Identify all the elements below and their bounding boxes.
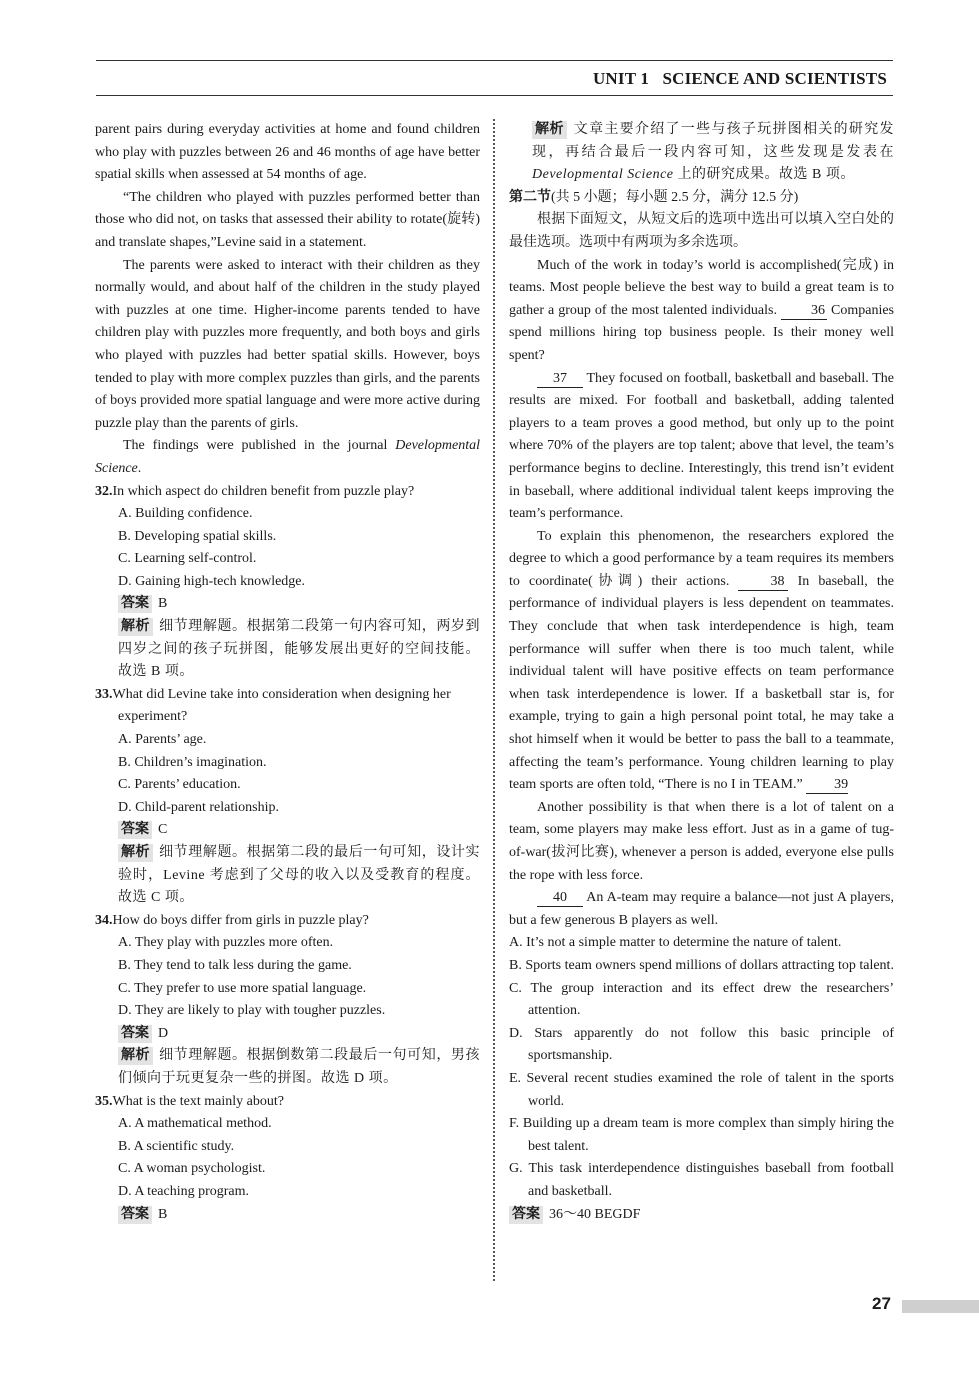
analysis-block <box>95 842 480 910</box>
option-f: F. Building up a dream team is more complex than simply hiring the best talent. <box>509 1116 894 1154</box>
answer-line <box>95 819 480 842</box>
question-32 <box>95 481 480 684</box>
blank-36: 36 <box>781 303 827 320</box>
page-number-bar <box>902 1300 979 1313</box>
answer-value: B <box>158 1206 168 1222</box>
cloze-paragraph-4: Another possibility is that when there is a lot of talent on a team, some players may make less effort. Just as in a game of tug-of-war(拔河比赛), whenever a person is added, everyone else pulls the rope with less force. <box>509 799 894 883</box>
option: C. Learning self-control. <box>118 551 257 567</box>
answer-line <box>95 593 480 616</box>
paragraph-text: Companies spend millions hiring top business people. Is their money well spent? <box>509 302 894 363</box>
option: D. Child-parent relationship. <box>118 799 279 815</box>
option: A. Parents’ age. <box>118 732 207 748</box>
option-e: E. Several recent studies examined the role of talent in the sports world. <box>509 1070 894 1109</box>
passage-paragraph-4 <box>95 435 480 480</box>
option: A. They play with puzzles more often. <box>118 935 334 951</box>
section-title: 第二节 <box>509 189 551 205</box>
header-rule-bottom <box>96 95 893 96</box>
header-rule-top <box>96 60 893 61</box>
paragraph-text: . <box>137 460 142 476</box>
cloze-paragraph-3 <box>509 526 894 797</box>
answer-line <box>509 1204 894 1227</box>
option: B. Developing spatial skills. <box>118 528 277 544</box>
option-g: G. This task interdependence distinguishes baseball from football and basketball. <box>509 1161 894 1199</box>
question-stem <box>95 684 480 729</box>
option: D. A teaching program. <box>118 1183 250 1199</box>
analysis-label: 解析 <box>118 844 153 862</box>
question-33 <box>95 684 480 910</box>
option: B. Children’s imagination. <box>118 754 267 770</box>
option: B. A scientific study. <box>118 1138 235 1154</box>
column-divider <box>493 119 495 1281</box>
answer-value: C <box>158 822 168 838</box>
passage-paragraph-1: parent pairs during everyday activities at home and found children who play with puzzles between 26 and 46 months of age have better spatial skills when assessed at 54 months of age. <box>95 122 480 183</box>
option-a: A. It’s not a simple matter to determine the nature of talent. <box>509 935 842 951</box>
option: A. A mathematical method. <box>118 1116 272 1132</box>
option: C. Parents’ education. <box>118 777 241 793</box>
question-text: What is the text mainly about? <box>112 1093 284 1109</box>
blank-40: 40 <box>537 890 583 907</box>
answer-value: D <box>158 1025 169 1041</box>
passage-paragraph-2: “The children who played with puzzles performed better than those who did not, on tasks that assessed their ability to rotate(旋转) and translate shapes,”Levine said in a statement. <box>95 189 480 250</box>
option-b: B. Sports team owners spend millions of dollars attracting top talent. <box>509 957 894 973</box>
blank-39: 39 <box>806 777 848 794</box>
analysis-label: 解析 <box>118 618 153 636</box>
answer-label: 答案 <box>118 821 152 839</box>
section-heading <box>509 187 894 210</box>
answer-label: 答案 <box>118 1025 152 1043</box>
passage-paragraph-3: The parents were asked to interact with their children as they normally would, and about half of the children in the study played with puzzles at one time. Higher-income parents tended to have children play with puzzles more frequently, and both boys and girls who played with puzzles had better spatial skills. However, boys tended to play with more complex puzzles than girls, and the parents of boys provided more spatial language and were more active during puzzle play than the parents of girls. <box>95 257 480 431</box>
analysis-text: 细节理解题。根据第二段的最后一句可知，设计实验时，Levine 考虑到了父母的收入以及受教育的程度。故选 C 项。 <box>118 845 480 906</box>
analysis-text: 细节理解题。根据第二段第一句内容可知，两岁到四岁之间的孩子玩拼图，能够发展出更好的空间技能。故选 B 项。 <box>118 619 480 680</box>
blank-37: 37 <box>537 371 583 388</box>
option: C. They prefer to use more spatial language. <box>118 980 367 996</box>
option-c: C. The group interaction and its effect drew the researchers’ attention. <box>509 980 894 1019</box>
question-35 <box>95 1091 480 1227</box>
blank-38: 38 <box>738 574 788 591</box>
analysis-label: 解析 <box>532 121 567 139</box>
answer-line <box>95 1023 480 1046</box>
option: B. They tend to talk less during the game. <box>118 957 352 973</box>
analysis-block <box>95 616 480 684</box>
paragraph-text: The findings were published in the journal <box>123 438 396 454</box>
question-text: How do boys differ from girls in puzzle play? <box>112 912 369 928</box>
section-note: (共 5 小题；每小题 2.5 分，满分 12.5 分) <box>551 189 799 205</box>
answer-label: 答案 <box>118 595 152 613</box>
unit-title: UNIT 1 SCIENCE AND SCIENTISTS <box>592 69 887 88</box>
paragraph-text: An A-team may require a balance—not just A players, but a few generous B players as well. <box>509 890 894 928</box>
answer-label: 答案 <box>118 1206 152 1224</box>
question-stem <box>95 481 480 504</box>
answer-value: 36～40 BEGDF <box>549 1206 641 1222</box>
answer-value: B <box>158 596 168 612</box>
analysis-label: 解析 <box>118 1047 153 1065</box>
option-d: D. Stars apparently do not follow this basic principle of sportsmanship. <box>509 1025 894 1064</box>
paragraph-text: They focused on football, basketball and baseball. The results are mixed. For football and basketball, adding talented players to a team proves a good method, but only up to the point where 70% of the players are top talent; above that level, the team’s performance begins to decline. Interestingly, this trend isn’t evident in baseball, where additional individual talent keeps improving the team’s performance. <box>509 370 894 522</box>
analysis-text: 文章主要介绍了一些与孩子玩拼图相关的研究发现，再结合最后一段内容可知，这些发现是发表在 <box>532 122 894 160</box>
question-text: In which aspect do children benefit from puzzle play? <box>112 483 415 499</box>
question-number: 35. <box>95 1093 113 1109</box>
question-number: 34. <box>95 912 113 928</box>
answer-line <box>95 1204 480 1227</box>
instructions: 根据下面短文，从短文后的选项中选出可以填入空白处的最佳选项。选项中有两项为多余选项。 <box>509 212 894 250</box>
paragraph-text: In baseball, the performance of individual players is less dependent on teammates. They conclude that when task interdependence is high, team performance will suffer when there is too much talent, while individual talent will have positive effects on team performance when task interdependence is lower. If a basketball star is, for example, trying to gain a high personal point total, he may take a shot himself when it would be better to pass the ball to a teammate, affecting the team’s performance. Young children learning to play team sports are often told, “There is no I in TEAM.” <box>509 573 894 793</box>
question-number: 32. <box>95 483 113 499</box>
analysis-text: 细节理解题。根据倒数第二段最后一句可知，男孩们倾向于玩更复杂一些的拼图。故选 D 项。 <box>118 1048 480 1086</box>
left-column <box>95 119 480 1226</box>
analysis-text: 上的研究成果。故选 B 项。 <box>673 167 855 183</box>
answer-label: 答案 <box>509 1206 543 1224</box>
journal-title: Developmental Science <box>532 167 674 183</box>
option: A. Building confidence. <box>118 506 253 522</box>
analysis-block <box>95 1045 480 1090</box>
option: D. Gaining high-tech knowledge. <box>118 573 306 589</box>
question-number: 33. <box>95 686 113 702</box>
option: C. A woman psychologist. <box>118 1161 266 1177</box>
question-text: What did Levine take into consideration when designing her experiment? <box>112 686 451 725</box>
question-stem <box>95 1091 480 1114</box>
paragraph-text: Much of the work in today’s world is accomplished(完成) in teams. Most people believe the best way to build a great team is to gather a group of the most talented individuals. <box>509 257 894 318</box>
option: D. They are likely to play with tougher puzzles. <box>118 1003 386 1019</box>
cloze-paragraph-5 <box>509 887 894 932</box>
right-column <box>509 119 894 1226</box>
cloze-paragraph-2 <box>509 368 894 526</box>
question-stem <box>95 910 480 933</box>
cloze-paragraph-1 <box>509 255 894 368</box>
analysis-block-35 <box>509 119 894 187</box>
paragraph-text: To explain this phenomenon, the researchers explored the degree to which a good performance by a team requires its members to coordinate(协调) their actions. <box>509 528 894 589</box>
question-34 <box>95 910 480 1091</box>
page-number: 27 <box>872 1294 891 1313</box>
journal-title: Developmental Science <box>95 438 480 476</box>
